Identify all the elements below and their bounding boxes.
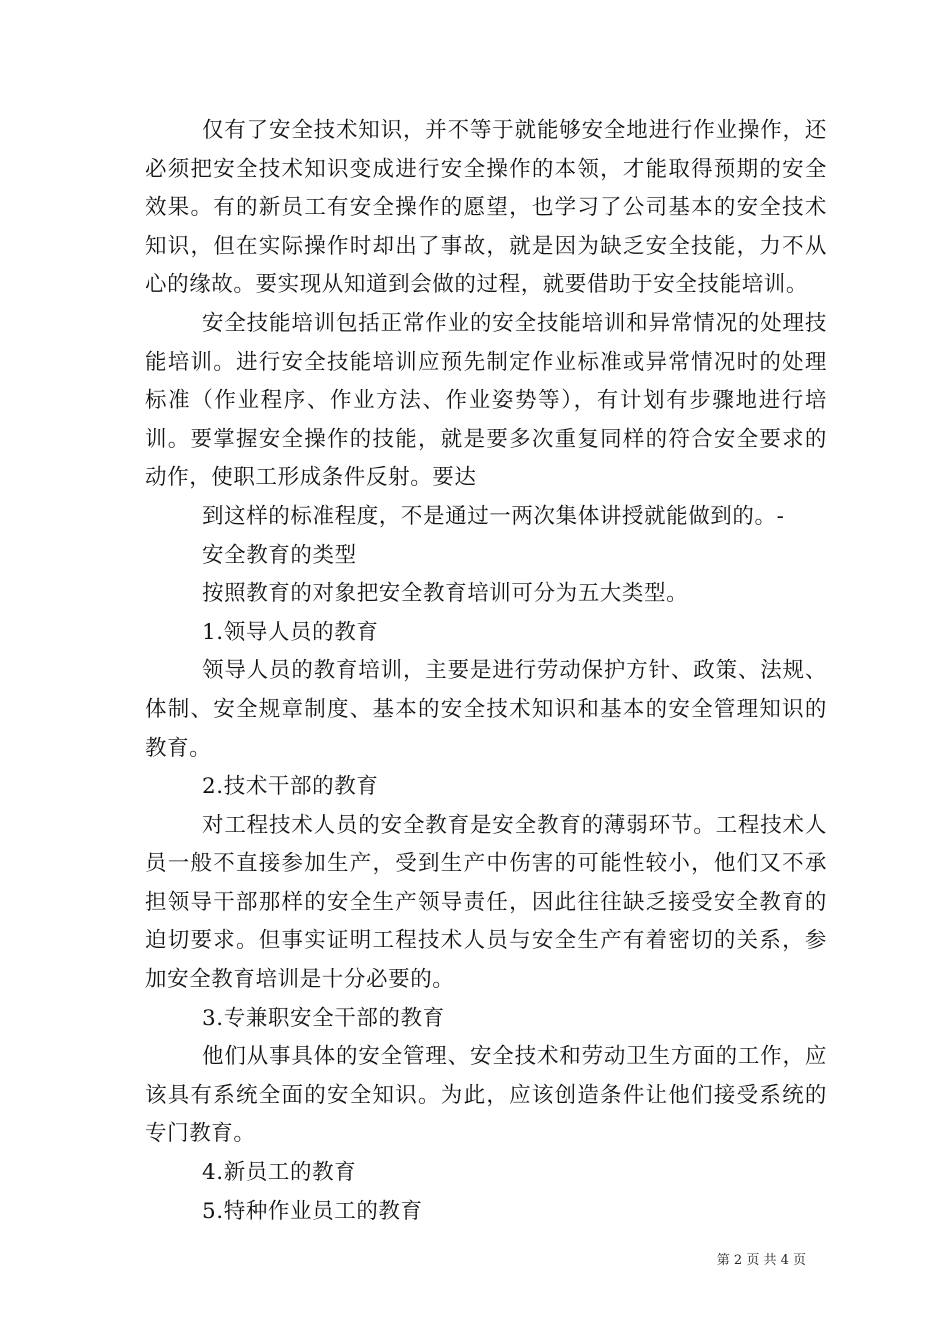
heading-leader-education: 1.领导人员的教育: [202, 619, 379, 645]
page-number-footer: 第 2 页 共 4 页: [716, 1253, 806, 1268]
heading-new-employee-education: 4.新员工的教育: [202, 1160, 357, 1186]
heading-technical-staff-education: 2.技术干部的教育: [202, 774, 379, 800]
paragraph-skill-necessity: 仅有了安全技术知识，并不等于就能够安全地进行作业操作，还必须把安全技术知识变成进行安全操作的本领，才能取得预期的安全效果。有的新员工有安全操作的愿望，也学习了公司基本的安全技术知识，但在实际操作时却出了事故，就是因为缺乏安全技能，力不从心的缘故。要实现从知道到会做的过程，就要借助于安全技能培训。: [145, 118, 827, 298]
section-heading-education-types: 安全教育的类型: [202, 542, 357, 568]
paragraph-technical-staff-education: 对工程技术人员的安全教育是安全教育的薄弱环节。工程技术人员一般不直接参加生产，受到生产中伤害的可能性较小，他们又不承担领导干部那样的安全生产领导责任，因此往往缺乏接受安全教育的迫切要求。但事实证明工程技术人员与安全生产有着密切的关系，参加安全教育培训是十分必要的。: [145, 812, 827, 993]
paragraph-leader-education: 领导人员的教育培训，主要是进行劳动保护方针、政策、法规、体制、安全规章制度、基本的安全技术知识和基本的安全管理知识的教育。: [145, 658, 827, 761]
document-body: [145, 112, 827, 1231]
heading-special-operation-education: 5.特种作业员工的教育: [202, 1198, 423, 1224]
paragraph-skill-training: 安全技能培训包括正常作业的安全技能培训和异常情况的处理技能培训。进行安全技能培训应预先制定作业标准或异常情况时的处理标准（作业程序、作业方法、作业姿势等），有计划有步骤地进行培训。要掌握安全操作的技能，就是要多次重复同样的符合安全要求的动作，使职工形成条件反射。要达: [145, 310, 827, 491]
heading-safety-officer-education: 3.专兼职安全干部的教育: [202, 1005, 445, 1031]
paragraph-five-types: 按照教育的对象把安全教育培训可分为五大类型。: [202, 581, 689, 607]
paragraph-standard-level: 到这样的标准程度，不是通过一两次集体讲授就能做到的。-: [202, 503, 785, 529]
paragraph-safety-officer-education: 他们从事具体的安全管理、安全技术和劳动卫生方面的工作，应该具有系统全面的安全知识。为此，应该创造条件让他们接受系统的专门教育。: [145, 1044, 827, 1147]
